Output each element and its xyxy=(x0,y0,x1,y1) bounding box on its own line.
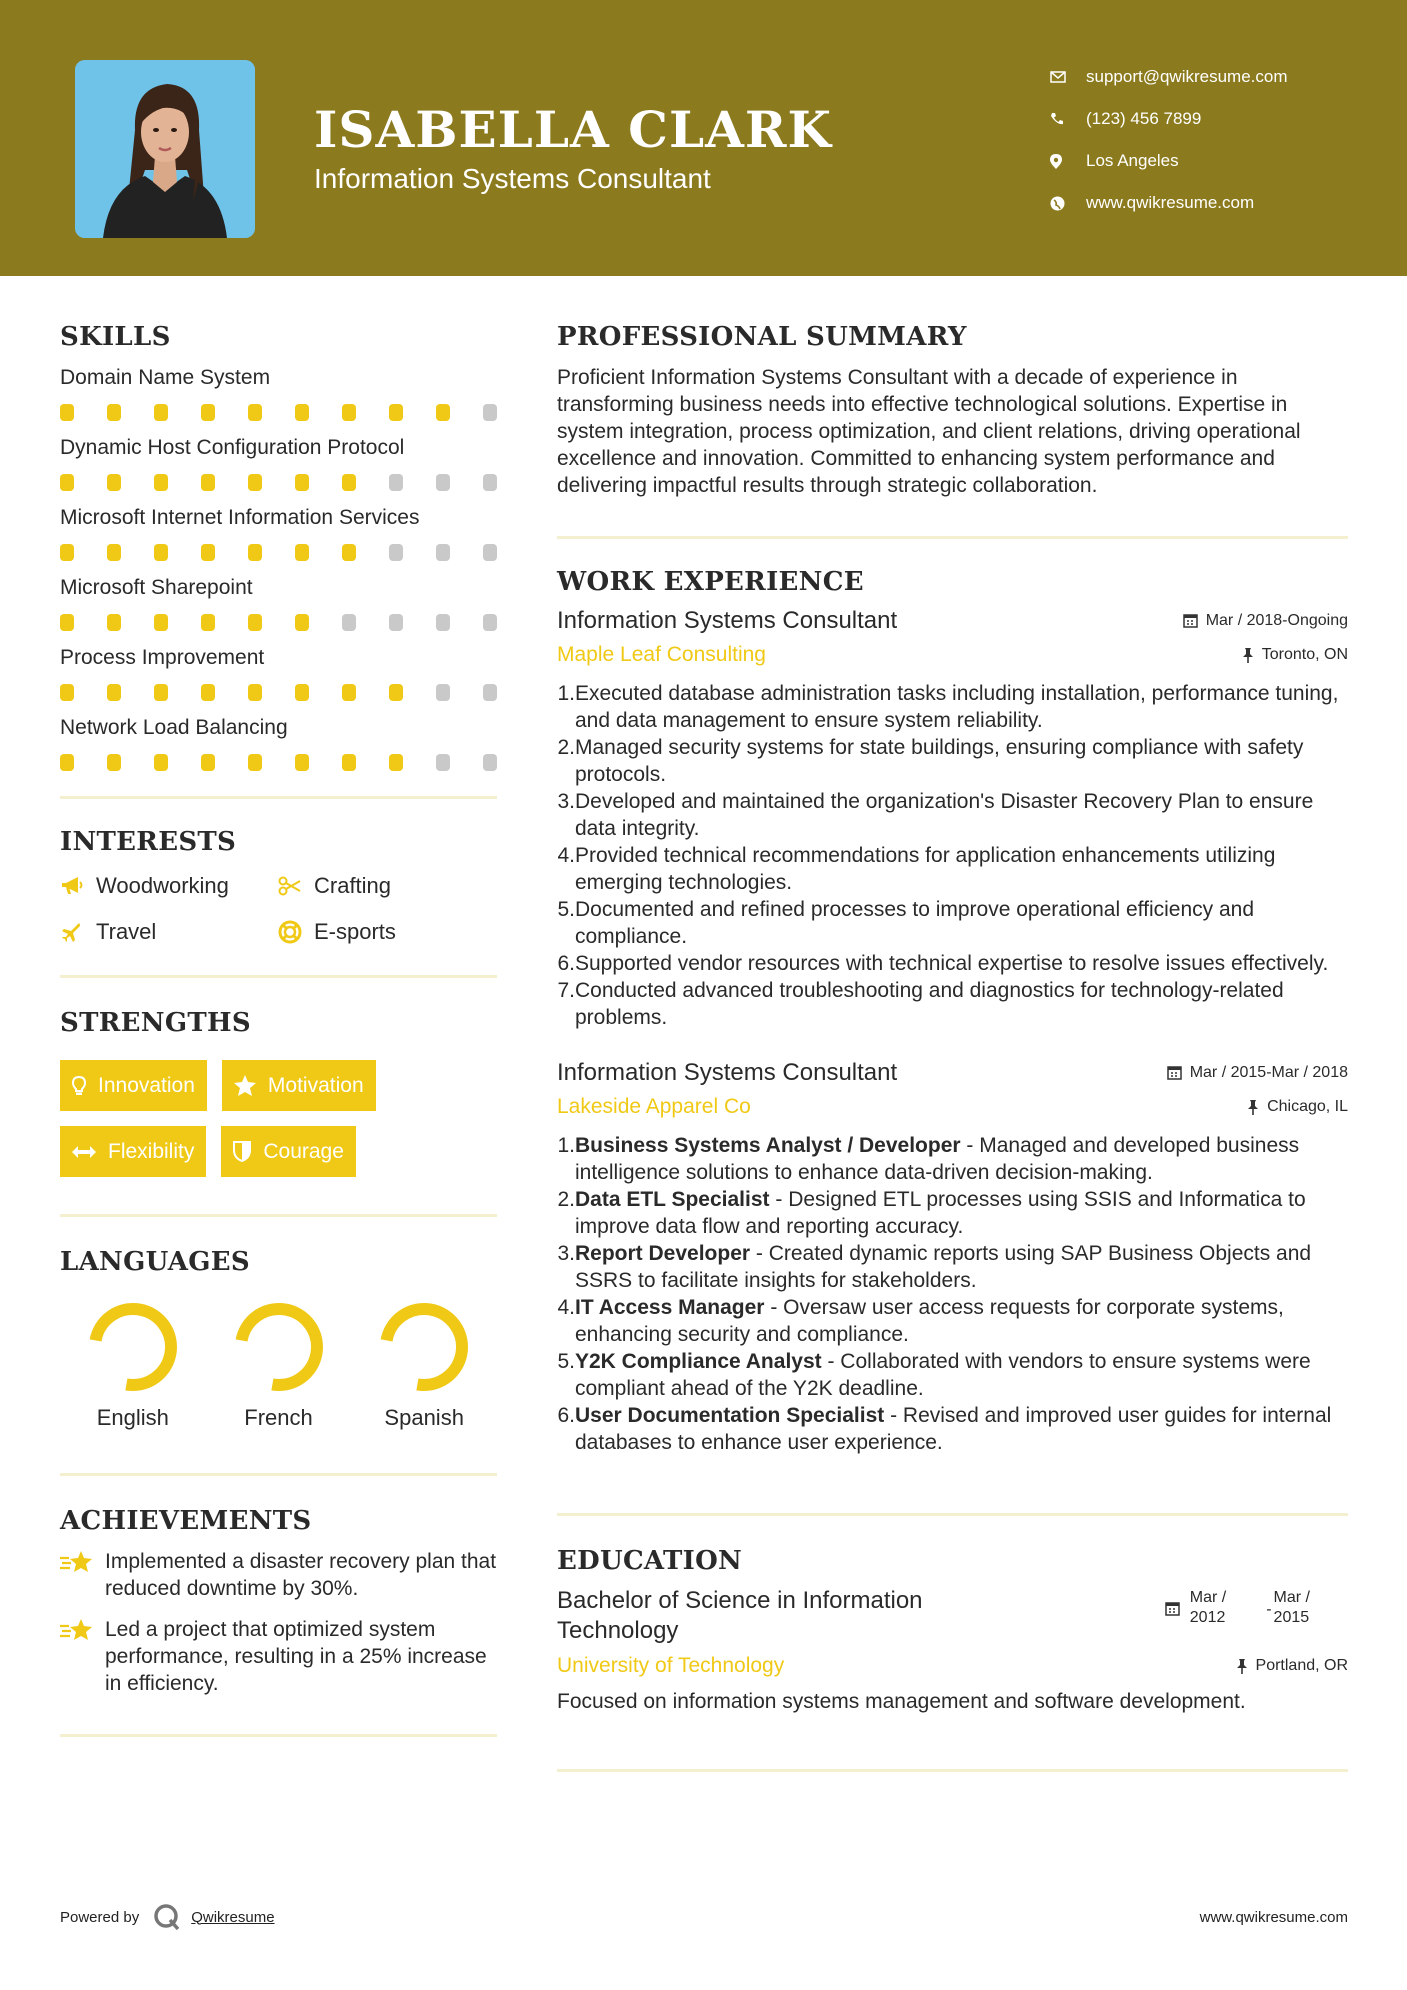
job-duty xyxy=(557,977,1348,1031)
education-end-year: 2015 xyxy=(1273,1609,1310,1626)
lifebuoy-icon xyxy=(278,920,314,944)
skill-dot-filled xyxy=(60,404,74,421)
arrows-horizontal-icon xyxy=(72,1146,96,1158)
interest-label: Travel xyxy=(96,919,157,944)
skill-dot-empty xyxy=(389,474,403,491)
skill-dot-filled xyxy=(154,474,168,491)
scissors-icon xyxy=(278,876,314,896)
job-date xyxy=(1167,1064,1348,1082)
lightbulb-icon xyxy=(72,1076,86,1096)
skill-dot-empty xyxy=(483,754,497,771)
job-location xyxy=(1242,646,1348,664)
skill-dot-filled xyxy=(107,684,121,701)
list-number: 1. xyxy=(557,682,575,705)
company-name: Maple Leaf Consulting xyxy=(557,643,766,666)
language-item xyxy=(351,1301,497,1431)
job-date-text: Mar / 2018-Ongoing xyxy=(1205,611,1348,629)
job-title: Information Systems Consultant xyxy=(557,1059,898,1086)
job-date xyxy=(1183,612,1348,630)
skill-rating xyxy=(60,404,497,421)
contact-phone-text: (123) 456 7899 xyxy=(1086,109,1202,128)
strength-label: Courage xyxy=(263,1139,344,1163)
strength-tag xyxy=(222,1060,376,1111)
divider xyxy=(60,796,497,799)
contact-phone[interactable] xyxy=(1050,98,1288,140)
interest-item xyxy=(278,871,496,901)
job-duty xyxy=(557,950,1348,977)
skill-dot-filled xyxy=(154,614,168,631)
skill-dot-empty xyxy=(483,544,497,561)
contact-website-text: www.qwikresume.com xyxy=(1086,193,1255,212)
job-duty-body: - Oversaw user access requests for corporate systems, enhancing security and compliance. xyxy=(575,1296,1284,1346)
skill-dot-filled xyxy=(389,684,403,701)
skill-name: Microsoft Internet Information Services xyxy=(60,506,420,529)
job-duty-body: Documented and refined processes to improve operational efficiency and compliance. xyxy=(575,898,1255,948)
job-entry xyxy=(557,1059,1348,1456)
skill-dot-filled xyxy=(201,614,215,631)
experience-title: WORK EXPERIENCE xyxy=(557,567,864,597)
skill-dot-filled xyxy=(248,754,262,771)
job-duty-text xyxy=(575,788,1348,842)
degree-line: Bachelor of Science in Information xyxy=(557,1587,923,1614)
skill-dot-filled xyxy=(248,544,262,561)
skill-dot-empty xyxy=(436,474,450,491)
location-pin-icon xyxy=(1050,154,1086,169)
job-duty-body: Provided technical recommendations for application enhancements utilizing emerging technologies. xyxy=(575,844,1276,894)
skill-name: Process Improvement xyxy=(60,646,265,669)
job-duty-text xyxy=(575,1132,1348,1186)
skill-dot-filled xyxy=(107,474,121,491)
footer-website[interactable]: www.qwikresume.com xyxy=(1199,1908,1348,1926)
skill-dot-filled xyxy=(342,754,356,771)
shooting-star-icon xyxy=(60,1616,105,1697)
skill-dot-filled xyxy=(154,404,168,421)
skill-dot-filled xyxy=(107,544,121,561)
languages-list xyxy=(60,1301,497,1431)
pushpin-icon xyxy=(1247,1100,1259,1115)
job-duty-body: Executed database administration tasks including installation, performance tuning, and data management to ensure system reliability. xyxy=(575,682,1339,732)
education-start-month: Mar / xyxy=(1189,1589,1227,1606)
skill-dot-empty xyxy=(436,684,450,701)
skill-dot-filled xyxy=(248,404,262,421)
job-role-bold: IT Access Manager xyxy=(575,1296,765,1319)
summary-title: PROFESSIONAL SUMMARY xyxy=(557,322,967,352)
language-label: French xyxy=(244,1405,313,1430)
divider xyxy=(557,1769,1348,1772)
language-proficiency-ring xyxy=(87,1301,179,1393)
job-role-bold: Y2K Compliance Analyst xyxy=(575,1350,822,1373)
right-column xyxy=(557,322,1348,1772)
job-duty-body: - Created dynamic reports using SAP Business Objects and SSRS to facilitate insights for stakeholders. xyxy=(575,1242,1312,1292)
candidate-title: Information Systems Consultant xyxy=(314,163,711,194)
job-duty xyxy=(557,1132,1348,1186)
job-date-text: Mar / 2015-Mar / 2018 xyxy=(1189,1063,1348,1081)
job-duty-body: Conducted advanced troubleshooting and diagnostics for technology-related problems. xyxy=(575,979,1284,1029)
contact-list xyxy=(1050,56,1288,224)
degree-line: Technology xyxy=(557,1617,679,1644)
skill-dot-filled xyxy=(107,614,121,631)
skill-dot-empty xyxy=(342,614,356,631)
job-location-text: Chicago, IL xyxy=(1267,1098,1348,1115)
skills-title: SKILLS xyxy=(60,322,171,352)
pushpin-icon xyxy=(1236,1659,1248,1674)
megaphone-icon xyxy=(60,876,96,896)
language-item xyxy=(206,1301,352,1431)
education-date xyxy=(1165,1588,1310,1628)
job-duty-text xyxy=(575,896,1348,950)
skill-dot-filled xyxy=(342,684,356,701)
skills-list xyxy=(60,364,497,771)
achievements-title: ACHIEVEMENTS xyxy=(60,1506,312,1536)
interests-title: INTERESTS xyxy=(60,827,237,857)
contact-location-text: Los Angeles xyxy=(1086,151,1179,170)
company-name: Lakeside Apparel Co xyxy=(557,1095,751,1118)
calendar-icon xyxy=(1165,1601,1180,1616)
list-number: 5. xyxy=(557,1350,575,1373)
education-title: EDUCATION xyxy=(557,1546,743,1576)
skill-dot-filled xyxy=(342,544,356,561)
skill-rating xyxy=(60,684,497,701)
skill-dot-filled xyxy=(342,404,356,421)
skill-dot-empty xyxy=(436,614,450,631)
skill-dot-filled xyxy=(295,684,309,701)
skill-dot-filled xyxy=(342,474,356,491)
achievement-text: Implemented a disaster recovery plan that reduced downtime by 30%. xyxy=(105,1550,497,1600)
skill-dot-filled xyxy=(201,684,215,701)
skill-dot-empty xyxy=(483,684,497,701)
list-number: 2. xyxy=(557,1188,575,1211)
skill-dot-filled xyxy=(248,684,262,701)
skill-dot-empty xyxy=(436,544,450,561)
job-duty xyxy=(557,734,1348,788)
skill-dot-filled xyxy=(60,474,74,491)
job-duty-text xyxy=(575,680,1348,734)
job-duty-body: - Designed ETL processes using SSIS and Informatica to improve data flow and reporting accuracy. xyxy=(575,1188,1306,1238)
job-duty-body: - Revised and improved user guides for internal databases to enhance user experience. xyxy=(575,1404,1332,1454)
interests-list xyxy=(60,871,497,947)
powered-by-text: Powered by xyxy=(60,1908,140,1926)
list-number: 1. xyxy=(557,1134,575,1157)
footer xyxy=(60,1902,1348,1932)
contact-email[interactable] xyxy=(1050,56,1288,98)
job-duty-text xyxy=(575,1402,1348,1456)
job-location xyxy=(1247,1098,1348,1116)
degree-title xyxy=(557,1586,923,1646)
skill-dot-filled xyxy=(295,614,309,631)
qwikresume-logo-icon xyxy=(153,1903,181,1931)
interest-label: Woodworking xyxy=(96,873,229,898)
education-entry xyxy=(557,1586,1348,1715)
divider xyxy=(60,975,497,978)
job-role-bold: Report Developer xyxy=(575,1242,751,1265)
job-role-bold: Business Systems Analyst / Developer xyxy=(575,1134,961,1157)
job-title: Information Systems Consultant xyxy=(557,607,898,634)
skill-dot-filled xyxy=(154,544,168,561)
interest-item xyxy=(60,917,278,947)
job-duty-text xyxy=(575,977,1348,1031)
skill-dot-filled xyxy=(248,614,262,631)
job-duty-text xyxy=(575,1348,1348,1402)
skill-dot-filled xyxy=(295,754,309,771)
skill-dot-filled xyxy=(107,404,121,421)
skill-name: Network Load Balancing xyxy=(60,716,288,739)
job-duty xyxy=(557,1240,1348,1294)
job-duty-body: - Collaborated with vendors to ensure systems were compliant ahead of the Y2K deadline. xyxy=(575,1350,1311,1400)
divider xyxy=(60,1734,497,1737)
contact-location xyxy=(1050,140,1288,182)
skill-dot-filled xyxy=(248,474,262,491)
skill-dot-filled xyxy=(154,754,168,771)
job-duty xyxy=(557,1186,1348,1240)
star-icon xyxy=(234,1075,256,1096)
job-duty-text xyxy=(575,1294,1348,1348)
contact-website[interactable] xyxy=(1050,182,1288,224)
brand-link[interactable]: Qwikresume xyxy=(191,1908,275,1926)
skill-dot-empty xyxy=(483,404,497,421)
strengths-title: STRENGTHS xyxy=(60,1008,251,1038)
skill-dot-empty xyxy=(483,614,497,631)
skill-dot-filled xyxy=(60,614,74,631)
education-date-separator: - xyxy=(1266,1601,1272,1618)
list-number: 4. xyxy=(557,1296,575,1319)
interest-label: E-sports xyxy=(314,919,396,944)
skill-dot-filled xyxy=(154,684,168,701)
languages-title: LANGUAGES xyxy=(60,1247,250,1277)
skill-dot-filled xyxy=(295,404,309,421)
skill-dot-empty xyxy=(436,754,450,771)
skill-dot-filled xyxy=(60,684,74,701)
phone-icon xyxy=(1050,112,1086,126)
skill-dot-filled xyxy=(60,544,74,561)
job-duty xyxy=(557,896,1348,950)
skill-name: Microsoft Sharepoint xyxy=(60,576,253,599)
job-duty xyxy=(557,1348,1348,1402)
achievement-text: Led a project that optimized system performance, resulting in a 25% increase in efficiency. xyxy=(105,1618,487,1695)
globe-icon xyxy=(1050,196,1086,211)
skill-dot-filled xyxy=(201,544,215,561)
language-label: Spanish xyxy=(384,1405,464,1430)
skill-dot-filled xyxy=(201,754,215,771)
envelope-icon xyxy=(1050,71,1086,83)
strength-label: Innovation xyxy=(98,1073,195,1097)
job-role-bold: Data ETL Specialist xyxy=(575,1188,770,1211)
education-location-text: Portland, OR xyxy=(1255,1657,1348,1674)
skill-dot-filled xyxy=(389,404,403,421)
strength-tag xyxy=(60,1060,207,1111)
job-duty xyxy=(557,680,1348,734)
profile-photo xyxy=(75,60,255,238)
job-duty-text xyxy=(575,950,1328,977)
skill-rating xyxy=(60,474,497,491)
candidate-name: ISABELLA CLARK xyxy=(314,100,832,159)
list-number: 6. xyxy=(557,952,575,975)
job-duty xyxy=(557,842,1348,896)
list-number: 3. xyxy=(557,1242,575,1265)
contact-email-text: support@qwikresume.com xyxy=(1086,67,1288,86)
resume-header xyxy=(0,0,1407,276)
skill-dot-empty xyxy=(483,474,497,491)
skill-dot-filled xyxy=(107,754,121,771)
language-item xyxy=(60,1301,206,1431)
list-number: 7. xyxy=(557,979,575,1002)
summary-text: Proficient Information Systems Consultant with a decade of experience in transforming business needs into effective technological solutions. Expertise in system integration, process optimization, and client relations, driving operational excellence and innovation. Committed to enhancing system performance and delivering impactful results through strategic collaboration. xyxy=(557,366,1301,497)
skill-name: Domain Name System xyxy=(60,366,271,389)
language-proficiency-ring xyxy=(233,1301,325,1393)
pushpin-icon xyxy=(1242,648,1254,663)
job-duty-text xyxy=(575,734,1348,788)
divider xyxy=(557,1513,1348,1516)
school-name: University of Technology xyxy=(557,1654,785,1677)
job-duty-body: Supported vendor resources with technical expertise to resolve issues effectively. xyxy=(575,952,1329,975)
divider xyxy=(557,536,1348,539)
language-proficiency-ring xyxy=(378,1301,470,1393)
skill-dot-filled xyxy=(295,544,309,561)
plane-icon xyxy=(60,922,96,942)
job-entry xyxy=(557,607,1348,1031)
skill-name: Dynamic Host Configuration Protocol xyxy=(60,436,405,459)
divider xyxy=(60,1473,497,1476)
job-role-bold: User Documentation Specialist xyxy=(575,1404,885,1427)
strength-label: Flexibility xyxy=(108,1139,195,1163)
calendar-icon xyxy=(1167,1065,1182,1080)
list-number: 4. xyxy=(557,844,575,867)
list-number: 2. xyxy=(557,736,575,759)
skill-dot-empty xyxy=(389,544,403,561)
job-duties-list xyxy=(557,680,1348,1031)
skill-rating xyxy=(60,754,497,771)
achievement-item xyxy=(60,1548,497,1602)
strength-tag xyxy=(60,1126,206,1177)
education-start-year: 2012 xyxy=(1189,1609,1226,1626)
achievements-list xyxy=(60,1548,497,1697)
skill-dot-filled xyxy=(436,404,450,421)
job-duty-text xyxy=(575,1186,1348,1240)
list-number: 5. xyxy=(557,898,575,921)
skill-dot-filled xyxy=(201,474,215,491)
skill-rating xyxy=(60,614,497,631)
skill-dot-filled xyxy=(389,754,403,771)
left-column xyxy=(60,322,497,1737)
language-label: English xyxy=(96,1405,169,1430)
interest-item xyxy=(278,917,496,947)
strengths-list xyxy=(60,1060,497,1177)
achievement-item xyxy=(60,1616,497,1697)
education-description: Focused on information systems management and software development. xyxy=(557,1690,1246,1713)
job-duty xyxy=(557,1402,1348,1456)
interest-item xyxy=(60,871,278,901)
skill-dot-filled xyxy=(201,404,215,421)
education-end-month: Mar / xyxy=(1273,1589,1310,1606)
list-number: 3. xyxy=(557,790,575,813)
skill-dot-filled xyxy=(60,754,74,771)
strength-label: Motivation xyxy=(267,1073,364,1097)
job-duty-body: Managed security systems for state buildings, ensuring compliance with safety protocols. xyxy=(575,736,1304,786)
job-duty xyxy=(557,788,1348,842)
shield-icon xyxy=(233,1141,251,1162)
skill-dot-empty xyxy=(389,614,403,631)
skill-dot-filled xyxy=(295,474,309,491)
calendar-icon xyxy=(1183,613,1198,628)
job-duty xyxy=(557,1294,1348,1348)
education-location xyxy=(1236,1657,1348,1675)
interest-label: Crafting xyxy=(314,873,392,898)
list-number: 6. xyxy=(557,1404,575,1427)
job-duties-list xyxy=(557,1132,1348,1456)
strength-tag xyxy=(221,1126,356,1177)
shooting-star-icon xyxy=(60,1548,105,1602)
divider xyxy=(60,1214,497,1217)
job-duty-body: Developed and maintained the organization's Disaster Recovery Plan to ensure data integrity. xyxy=(575,790,1314,840)
job-duty-text xyxy=(575,842,1348,896)
skill-rating xyxy=(60,544,497,561)
job-duty-text xyxy=(575,1240,1348,1294)
job-location-text: Toronto, ON xyxy=(1261,646,1348,663)
job-duty-body: - Managed and developed business intelligence solutions to enhance data-driven decision-making. xyxy=(575,1134,1300,1184)
